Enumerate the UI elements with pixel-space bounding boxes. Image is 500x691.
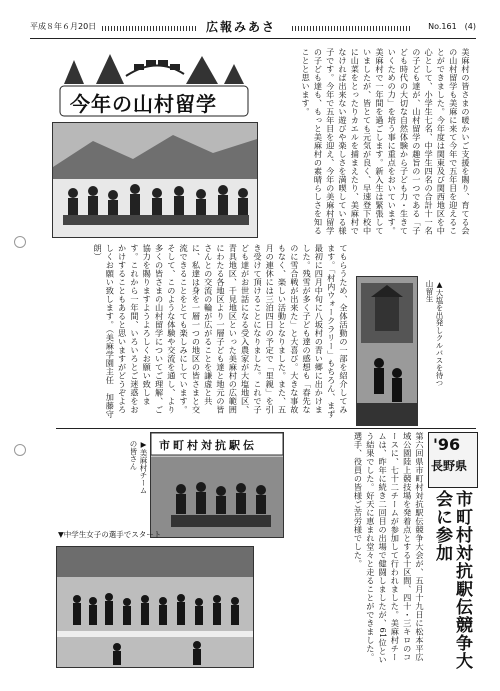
ekiden-title: 市町村対抗駅伝競争大会に参加: [432, 490, 472, 670]
ekiden-year-box: [428, 432, 478, 488]
page-header: [30, 18, 476, 39]
publication-title: 広報みあさ: [206, 20, 277, 34]
binder-hole-top: [14, 236, 26, 248]
ekiden-banner-text: 市町村対抗駅伝: [159, 439, 257, 452]
ekiden-body: 第六回県市町村対抗駅伝競争大会が、五月十九日に松本平広域公園陸上競技場を発着点とする十区間、四十・三キロのコースに、七十二チームが参加して行われました。美麻村チームは、昨年に続き二回目の出場で健闘しましたが、61位という結果でした。好天に恵まれ堂々と走ることができました。選手、役員の皆様ご苦労様でした。: [353, 432, 425, 665]
caption-bus-stop: ▲大塩を出発しクルバスを待つ山留生: [425, 280, 444, 387]
photo-ekiden-start: [56, 546, 254, 668]
ekiden-year: '96: [433, 435, 461, 454]
photo-group-snow: [52, 122, 258, 238]
photo-ekiden-team: [150, 432, 284, 538]
section-divider: [56, 428, 476, 429]
header-rule-left: [102, 26, 198, 31]
issue-number: No.161 (4): [428, 22, 476, 31]
caption-ekiden-team: ▶美麻村チームの皆さん: [129, 440, 148, 494]
issue-date: 平成８年６月20日: [30, 22, 97, 31]
header-rule-right: [292, 26, 412, 31]
sanson-title-banner: [56, 50, 252, 118]
sanson-body-continued: てもらうため、全体活動の一部を紹介してみます。「村内ウォークラリー」もちろん、まず最初に四月中旬に八坂村の青い郷に出かけました。残雪が多く子ども達の感想も「春先なのに雪合戦が出来た」と大喜び。大きな事故もなく、楽しい活動となりました。また、五月の連休には三泊四日の予定で「里親」を引き受けて頂けることになりました。これで子ども達がお世話になる受入農家が大塩地区、青具地区、千見地区といった美麻村の広範囲にわたる各地区より一層子ども達と地元の皆さんとの交流の輪が広がることを謙虚と共に、私達は身を一層一つの地区の皆さまと交流できることをとても楽しみにしています。そして、このような体験や交流を通し、より多くの皆さまの山村留学についてご理解、ご協力を賜りますようよろしくお願い致します。これから一年間、いろいろとご迷惑をおかけすることもあると思いますがどうぞよろしくお願い致します。（美麻学園主任 加藤守朗）: [93, 244, 349, 419]
photo-bus-stop: [356, 276, 418, 426]
caption-ekiden-start: ▼中学生女子の選手でスタート: [58, 530, 162, 539]
binder-hole-bottom: [14, 444, 26, 456]
sanson-body: 美麻村の皆さまの暖かいご支援を賜り、育てる会の山村留学も美麻に来て今年で五年目を迎えることができました。今年度は関東及び関西地区を中心として、小学生七名、中学生四名の合計十一名の子ども達が、山村留学の趣旨の一つである「子ども時代の大切な自然体験から子ども力・生きていくための力」を培う事に重点をおいています。美麻村で一年間を過ごします。新入生は緊張していましたが、皆とても元気が良く、早速登下校中に山菜をとったりカエルを捕まえたり、美麻村でなければ出来ない遊びや楽しさを満喫している様子です。今年で五年目を迎え、今年の美麻村留学の子ども達も、もっと美麻村の素晴らしさを知ることと思います。: [301, 48, 471, 235]
ekiden-prefecture: 長野県: [431, 459, 468, 473]
ekiden-heading: [428, 432, 476, 672]
sanson-title: 今年の山村留学: [70, 92, 217, 116]
